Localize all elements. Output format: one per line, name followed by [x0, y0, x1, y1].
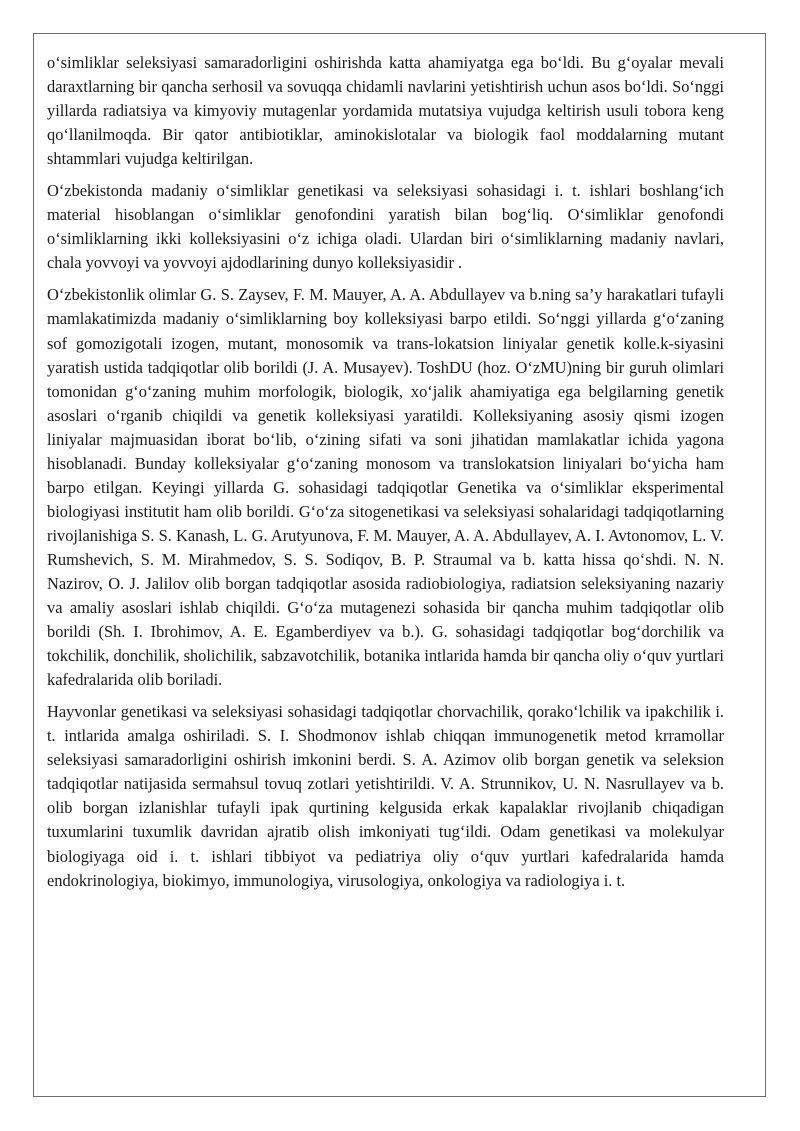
- paragraph-3: O‘zbekistonlik olimlar G. S. Zaysev, F. M. Mauyer, A. A. Abdullayev va b.ning sa’y harakatlari tufayli mamlakatimizda madaniy o‘simliklarning boy kolleksiyasi barpo etildi. So‘nggi yillarda g‘o‘zaning sof gomozigotali izogen, mutant, monosomik va trans-lokatsion liniyalar genetik kolle.k-siyasini yaratish ustida tadqiqotlar olib borildi (J. A. Musayev). ToshDU (hoz. O‘zMU)ning bir guruh olimlari tomonidan g‘o‘zaning muhim morfologik, biologik, xo‘jalik ahamiyatiga ega belgilarning genetik asoslari o‘rganib chiqildi va genetik kolleksiyasi yaratildi. Kolleksiyaning asosiy qismi izogen liniyalar majmuasidan iborat bo‘lib, o‘zining sifati va soni jihatidan mamlakatlar ichida yagona hisoblanadi. Bunday kolleksiyalar g‘o‘zaning monosom va translokatsion liniyalari bo‘yicha ham barpo etilgan. Keyingi yillarda G. sohasidagi tadqiqotlar Genetika va o‘simliklar eksperimental biologiyasi institutit ham olib borildi. G‘o‘za sitogenetikasi va seleksiyasi sohalaridagi tadqiqotlarning rivojlanishiga S. S. Kanash, L. G. Arutyunova, F. M. Mauyer, A. A. Abdullayev, A. I. Avtonomov, L. V. Rumshevich, S. M. Mirahmedov, S. S. Sodiqov, B. P. Straumal va b. katta hissa qo‘shdi. N. N. Nazirov, O. J. Jalilov olib borgan tadqiqotlar asosida radiobiologiya, radiatsion seleksiyaning nazariy va amaliy asoslari ishlab chiqildi. G‘o‘za mutagenezi sohasida bir qancha muhim tadqiqotlar olib borildi (Sh. I. Ibrohimov, A. E. Egamberdiyev va b.). G. sohasidagi tadqiqotlar bog‘dorchilik va tokchilik, donchilik, sholichilik, sabzavotchilik, botanika intlarida hamda bir qancha oliy o‘quv yurtlari kafedralarida olib boriladi.: [47, 285, 724, 690]
- document-body: [47, 51, 724, 901]
- paragraph-4: Hayvonlar genetikasi va seleksiyasi sohasidagi tadqiqotlar chorvachilik, qorako‘lchilik va ipakchilik i. t. intlarida amalga oshiriladi. S. I. Shodmonov ishlab chiqqan immunogenetik metod krramollar seleksiyasi samaradorligini oshirish imkonini berdi. S. A. Azimov olib borgan genetik va seleksion tadqiqotlar natijasida sermahsul tovuq zotlari yetishtirildi. V. A. Strunnikov, U. N. Nasrullayev va b. olib borgan izlanishlar tufayli ipak qurtining kelgusida erkak kapalaklar rivojlanib chiqadigan tuxumlarini tuxumlik davridan ajratib olish imkoniyati tug‘ildi. Odam genetikasi va molekulyar biologiyaga oid i. t. ishlari tibbiyot va pediatriya oliy o‘quv yurtlari kafedralarida hamda endokrinologiya, biokimyo, immunologiya, virusologiya, onkologiya va radiologiya i. t.: [47, 702, 724, 890]
- paragraph-1: o‘simliklar seleksiyasi samaradorligini oshirishda katta ahamiyatga ega bo‘ldi. Bu g‘oyalar mevali daraxtlarning bir qancha serhosil va sovuqqa chidamli navlarini yetishtirish uchun asos bo‘ldi. So‘nggi yillarda radiatsiya va kimyoviy mutagenlar yordamida mutatsiya vujudga keltirish usuli tobora keng qo‘llanilmoqda. Bir qator antibiotiklar, aminokislotalar va biologik faol moddalarning mutant shtammlari vujudga keltirilgan.: [47, 53, 724, 169]
- paragraph-2: O‘zbekistonda madaniy o‘simliklar genetikasi va seleksiyasi sohasidagi i. t. ishlari boshlang‘ich material hisoblangan o‘simliklar genofondini yaratish bilan bog‘liq. O‘simliklar genofondi o‘simliklarning ikki kolleksiyasini o‘z ichiga oladi. Ulardan biri o‘simliklarning madaniy navlari, chala yovvoyi va yovvoyi ajdodlarining dunyo kolleksiyasidir .: [47, 181, 724, 273]
